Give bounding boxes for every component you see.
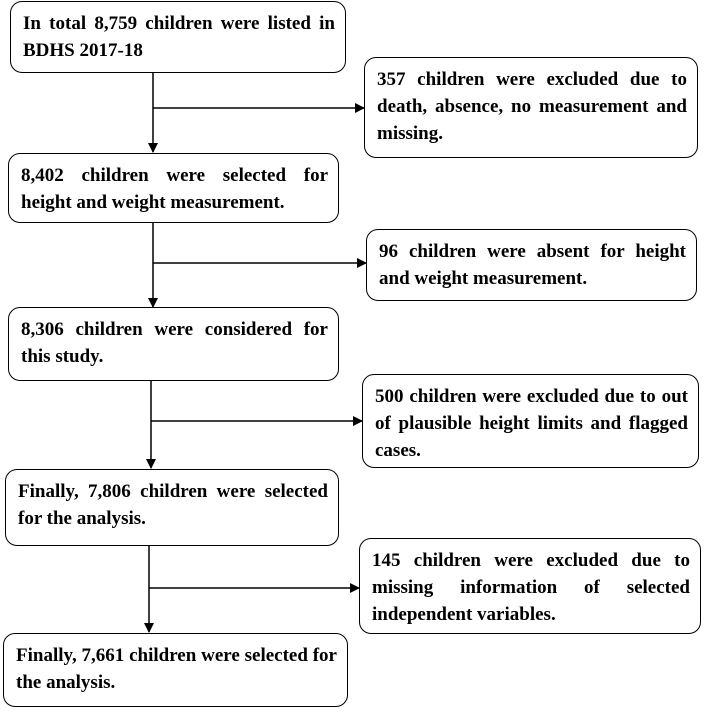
exclusion-box-4 [359, 538, 701, 634]
exclusion-box-2 [366, 229, 697, 301]
step-text-2: 8,402 children were selected for height and weight measurement. [21, 165, 328, 213]
step-text-3: 8,306 children were considered for this study. [21, 319, 328, 367]
step-box-1 [10, 1, 346, 73]
exclusion-box-1 [364, 57, 698, 158]
step-text-5: Finally, 7,661 children were selected for the analysis. [16, 645, 337, 693]
exclusion-box-3 [362, 374, 699, 468]
exclusion-text-1: 357 children were excluded due to death, absence, no measurement and missing. [377, 69, 687, 144]
step-text-4: Finally, 7,806 children were selected for the analysis. [18, 481, 328, 529]
step-box-3 [8, 307, 339, 381]
step-box-4 [5, 469, 339, 546]
exclusion-text-3: 500 children were excluded due to out of plausible height limits and flagged cases. [375, 386, 688, 461]
step-box-5 [3, 633, 348, 707]
step-box-2 [8, 153, 339, 223]
exclusion-text-4: 145 children were excluded due to missing information of selected independent variables. [372, 550, 690, 625]
exclusion-text-2: 96 children were absent for height and weight measurement. [379, 241, 686, 289]
step-text-1: In total 8,759 children were listed in BDHS 2017-18 [23, 13, 335, 61]
